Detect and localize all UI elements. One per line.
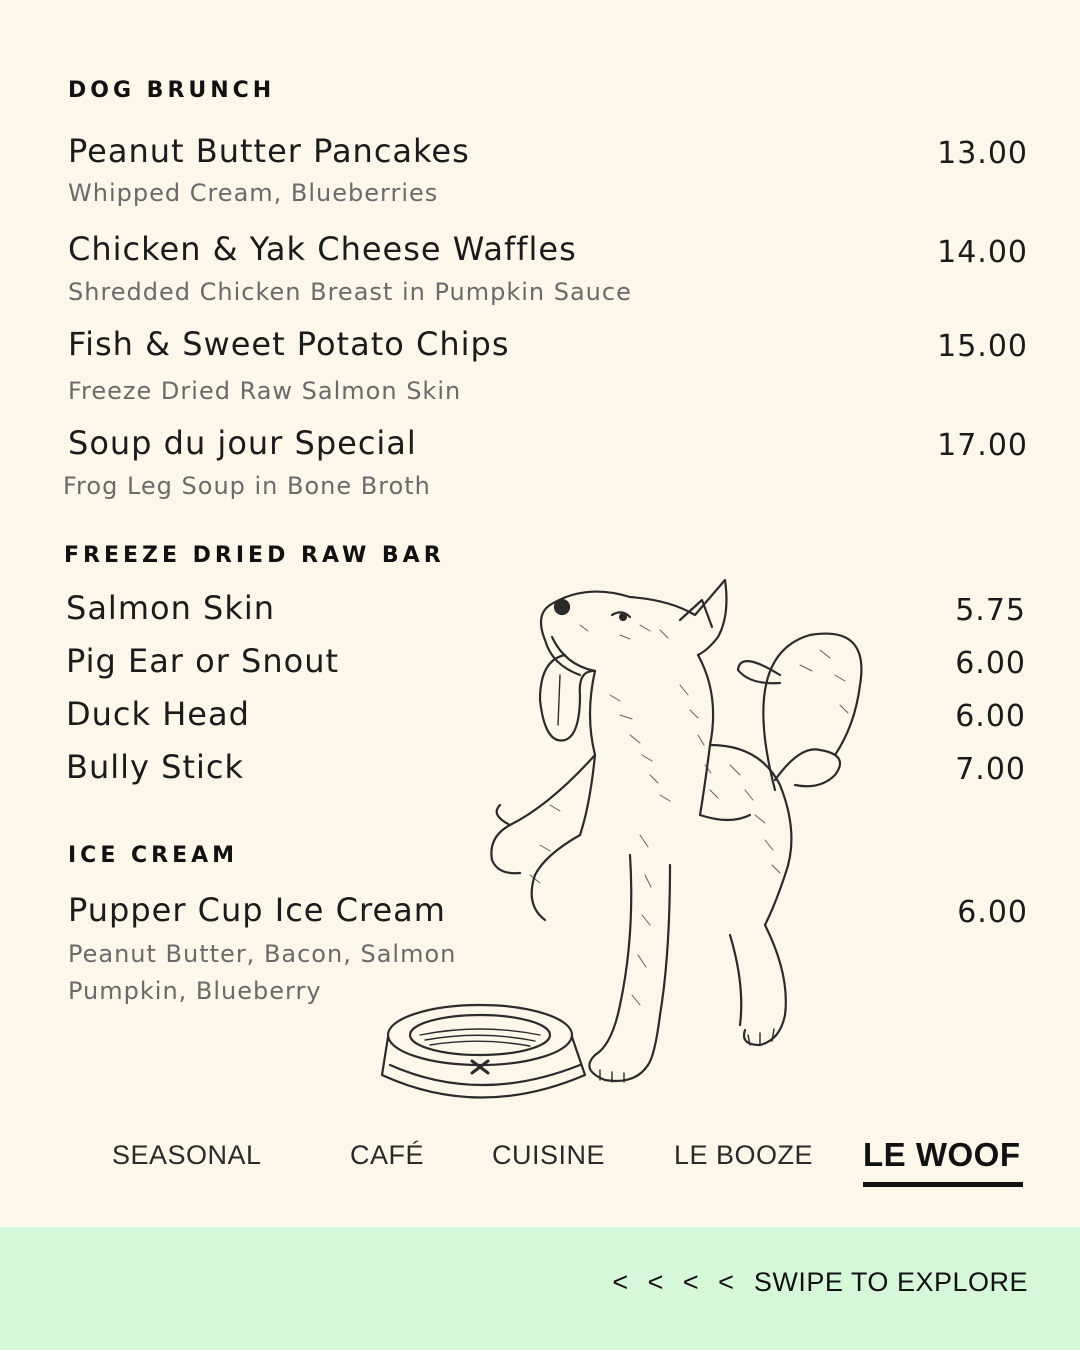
item-name: Peanut Butter Pancakes	[68, 132, 470, 170]
item-name: Bully Stick	[66, 748, 244, 786]
section-title-raw-bar: FREEZE DRIED RAW BAR	[64, 543, 445, 568]
section-title-ice-cream: ICE CREAM	[68, 843, 239, 868]
item-name: Pig Ear or Snout	[66, 642, 340, 680]
item-description: Whipped Cream, Blueberries	[68, 179, 439, 207]
item-name: Salmon Skin	[66, 589, 276, 627]
item-price: 6.00	[957, 895, 1028, 930]
tab-le-booze[interactable]: LE BOOZE	[674, 1140, 814, 1170]
active-tab-underline	[863, 1182, 1023, 1187]
item-price: 6.00	[955, 699, 1026, 734]
item-description: Peanut Butter, Bacon, Salmon	[68, 940, 457, 968]
item-price: 17.00	[937, 428, 1028, 463]
tab-cuisine[interactable]: CUISINE	[492, 1140, 606, 1170]
dog-with-bowl-icon	[380, 575, 900, 1115]
item-price: 13.00	[937, 136, 1028, 171]
swipe-to-explore-button[interactable]	[612, 1267, 1028, 1298]
item-name: Duck Head	[66, 695, 250, 733]
item-description: Freeze Dried Raw Salmon Skin	[68, 377, 462, 405]
swipe-footer	[0, 1227, 1080, 1350]
tab-le-woof[interactable]: LE WOOF	[863, 1136, 1021, 1173]
item-price: 14.00	[937, 235, 1028, 270]
item-name: Chicken & Yak Cheese Waffles	[68, 230, 577, 268]
tab-cafe[interactable]: CAFÉ	[350, 1140, 425, 1170]
item-price: 6.00	[955, 646, 1026, 681]
item-price: 15.00	[937, 329, 1028, 364]
item-description: Frog Leg Soup in Bone Broth	[63, 472, 431, 500]
item-name: Pupper Cup Ice Cream	[68, 891, 446, 929]
swipe-label: SWIPE TO EXPLORE	[753, 1267, 1028, 1297]
item-description: Pumpkin, Blueberry	[68, 977, 322, 1005]
item-description: Shredded Chicken Breast in Pumpkin Sauce	[68, 278, 632, 306]
menu-tabs	[0, 1130, 1080, 1200]
item-price: 5.75	[955, 593, 1026, 628]
item-name: Fish & Sweet Potato Chips	[68, 325, 510, 363]
section-title-dog-brunch: DOG BRUNCH	[68, 78, 276, 103]
item-name: Soup du jour Special	[68, 424, 417, 462]
arrows-left-icon: < < < <	[612, 1267, 740, 1297]
tab-seasonal[interactable]: SEASONAL	[112, 1140, 262, 1170]
item-price: 7.00	[955, 752, 1026, 787]
